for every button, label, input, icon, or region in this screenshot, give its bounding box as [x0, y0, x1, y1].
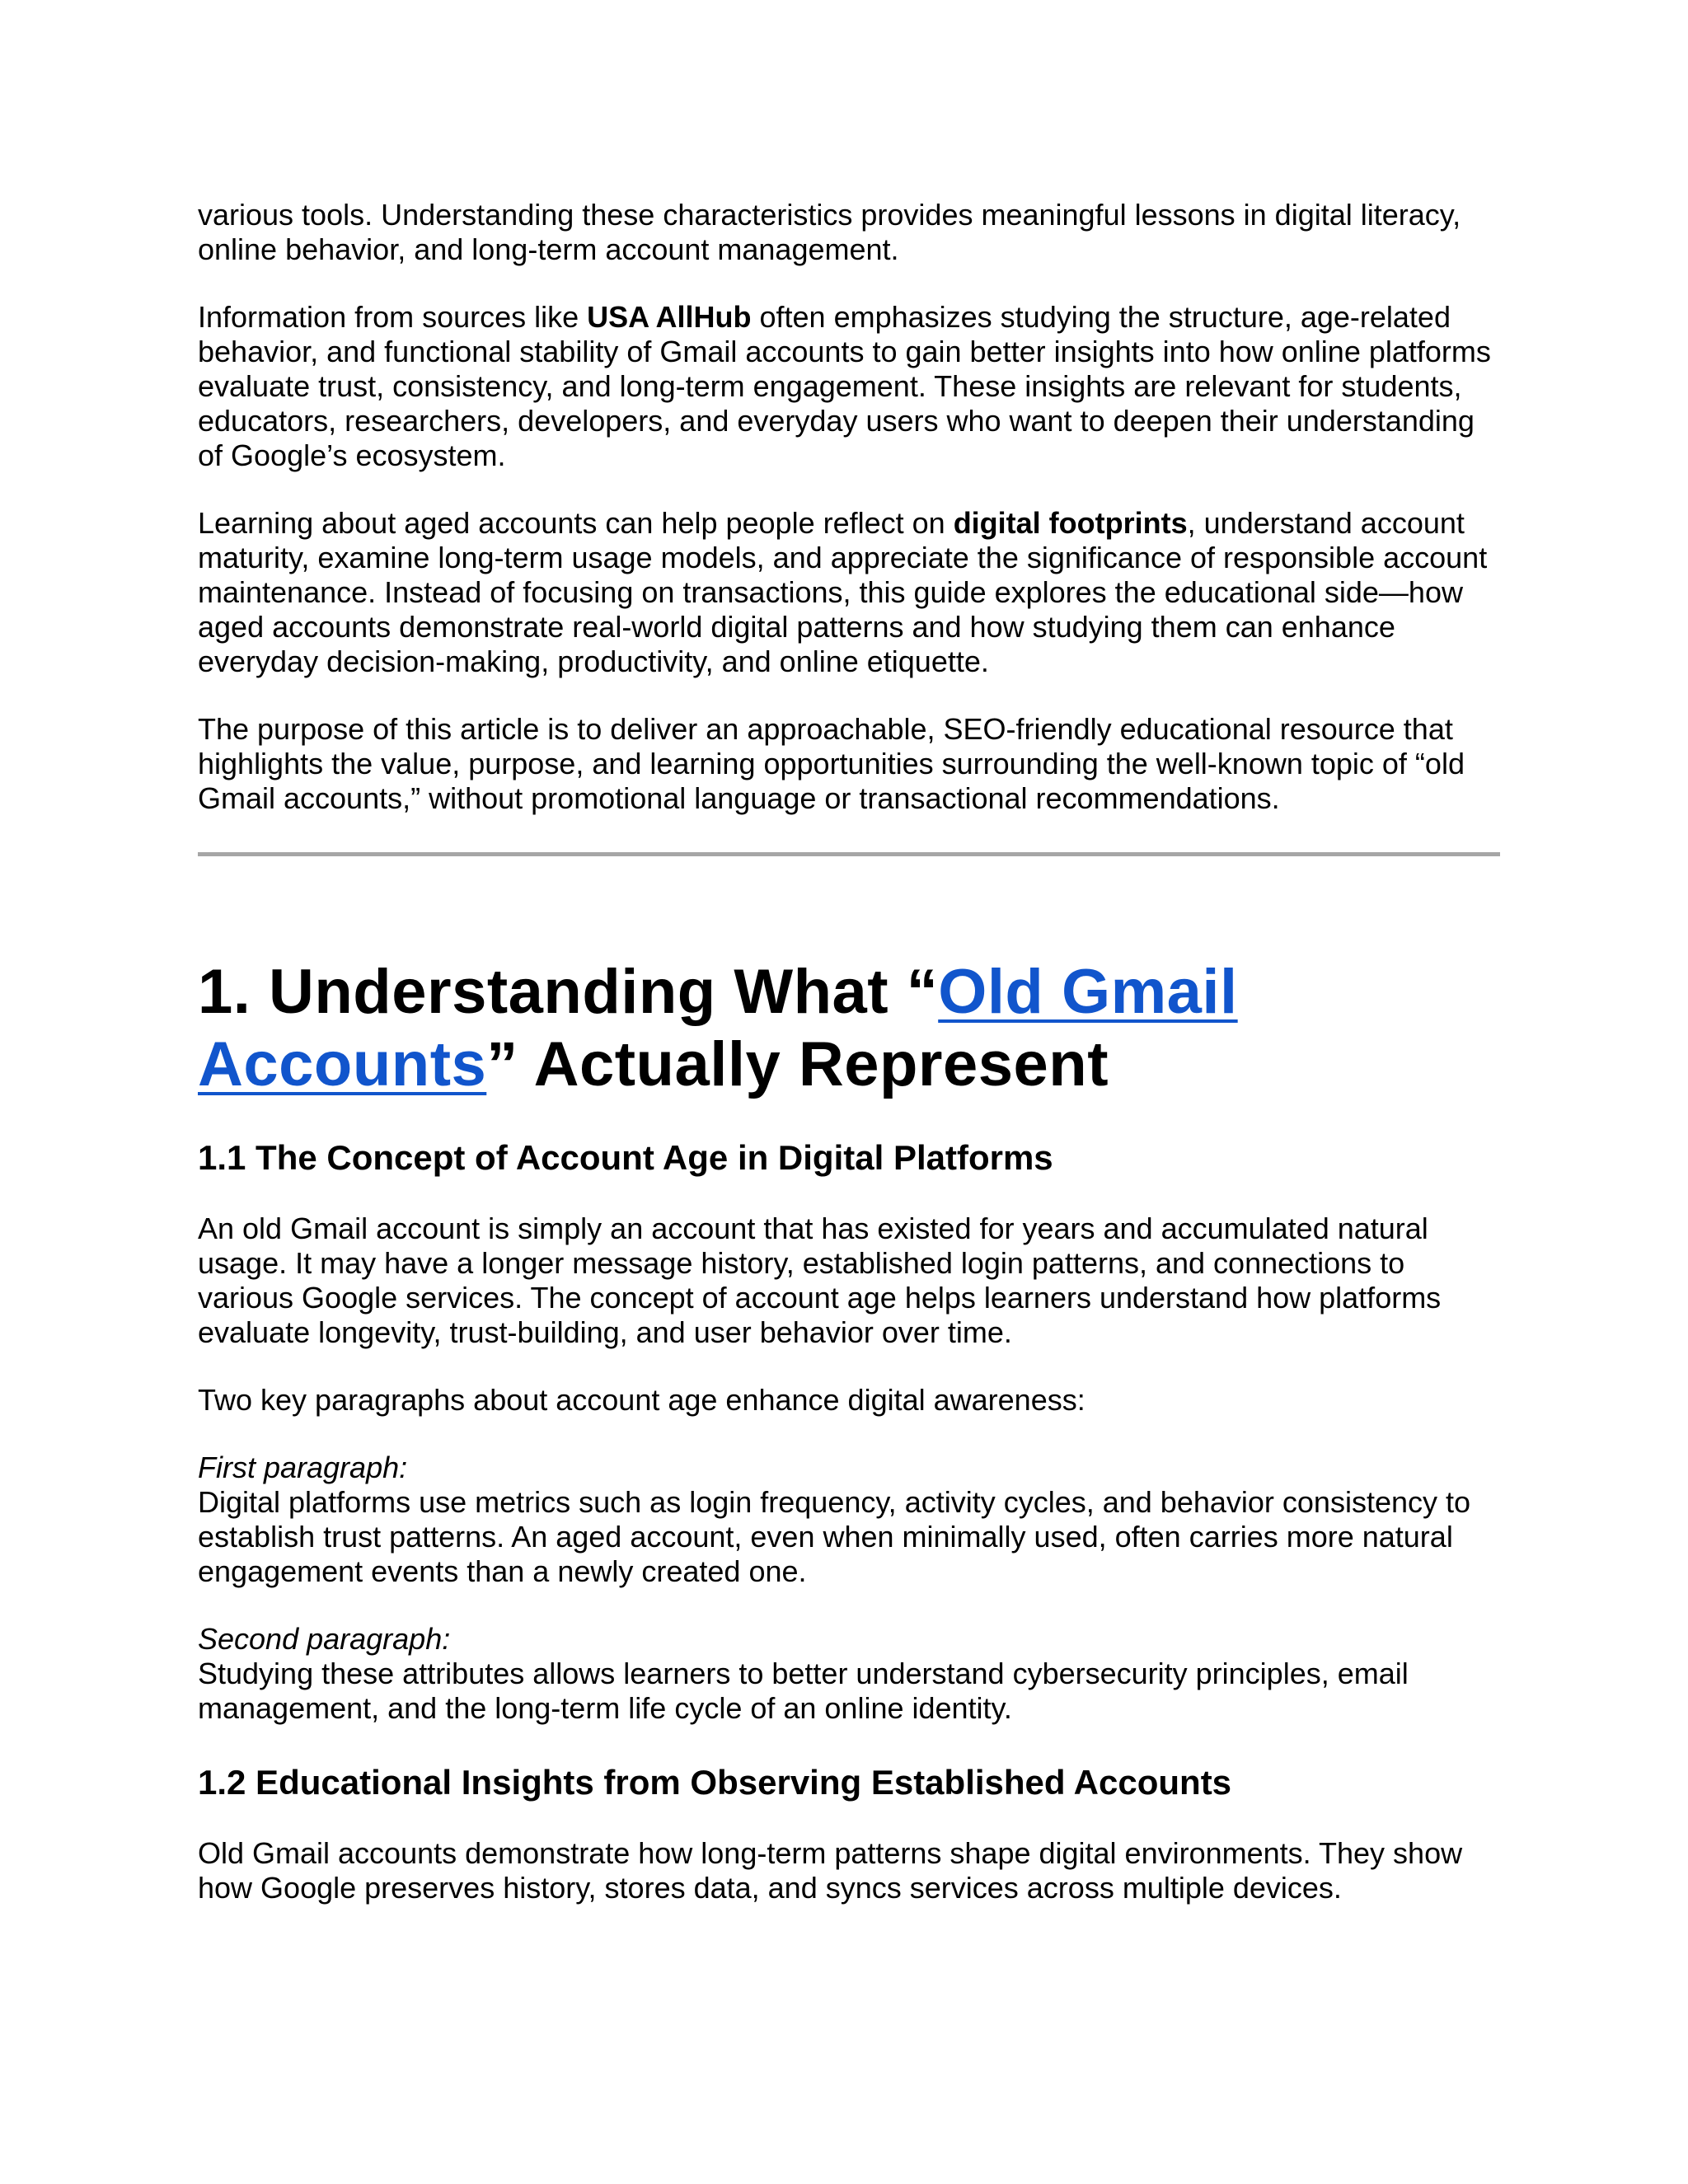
intro-paragraph-4: The purpose of this article is to deliver an approachable, SEO-friendly educational resource that highlights the value, purpose, and learning opportunities surrounding the well-known topic of “old Gmail accounts,” without promotional language or transactional recommendations.	[198, 712, 1465, 815]
key-paragraphs-intro: Two key paragraphs about account age enhance digital awareness:	[198, 1383, 1085, 1417]
intro-paragraph-3	[198, 506, 1500, 679]
second-paragraph-text: Studying these attributes allows learners to better understand cybersecurity principles, email management, and the long-term life cycle of an online identity.	[198, 1657, 1409, 1725]
source-name-bold: USA AllHub	[587, 300, 752, 334]
intro-paragraph-2	[198, 300, 1500, 473]
heading-link-part-1: Old Gmail	[938, 957, 1238, 1027]
intro-paragraph-2-post: often emphasizes studying the structure, age-related behavior, and functional stability of Gmail accounts to gain better insights into how online platforms evaluate trust, consistency, and long-term engagement. These insights are relevant for students, educators, researchers, developers, and everyday users who want to deepen their understanding of Google’s ecosystem.	[198, 300, 1491, 472]
digital-footprints-bold: digital footprints	[953, 506, 1188, 540]
intro-paragraph-2-pre: Information from sources like	[198, 300, 588, 334]
first-paragraph-label: First paragraph:	[198, 1451, 408, 1484]
section-heading-post: ” Actually Represent	[486, 1029, 1109, 1099]
heading-link-part-2: Accounts	[198, 1029, 487, 1099]
subsection-1-2-title: 1.2 Educational Insights from Observing Established Accounts	[198, 1763, 1232, 1802]
first-paragraph-block	[198, 1451, 1500, 1589]
second-paragraph-label: Second paragraph:	[198, 1622, 451, 1656]
intro-paragraph-3-pre: Learning about aged accounts can help people reflect on	[198, 506, 954, 540]
document-page	[198, 198, 1500, 1905]
section-heading	[198, 956, 1500, 1101]
intro-paragraph-3-post: , understand account maturity, examine long-term usage models, and appreciate the significance of responsible account maintenance. Instead of focusing on transactions, this guide explores the educational side—how aged accounts demonstrate real-world digital patterns and how studying them can enhance everyday decision-making, productivity, and online etiquette.	[198, 506, 1488, 678]
horizontal-divider	[198, 852, 1500, 856]
section-heading-pre: 1. Understanding What “	[198, 957, 939, 1027]
subsection-1-1-title: 1.1 The Concept of Account Age in Digital Platforms	[198, 1138, 1053, 1177]
first-paragraph-text: Digital platforms use metrics such as login frequency, activity cycles, and behavior consistency to establish trust patterns. An aged account, even when minimally used, often carries more natural engagement events than a newly created one.	[198, 1485, 1471, 1588]
section-body	[198, 1137, 1500, 1905]
intro-paragraph-1: various tools. Understanding these characteristics provides meaningful lessons in digital literacy, online behavior, and long-term account management.	[198, 198, 1461, 266]
second-paragraph-block	[198, 1622, 1500, 1726]
subsection-1-2-paragraph: Old Gmail accounts demonstrate how long-term patterns shape digital environments. They show how Google preserves history, stores data, and syncs services across multiple devices.	[198, 1836, 1463, 1905]
subsection-1-1-paragraph: An old Gmail account is simply an account that has existed for years and accumulated natural usage. It may have a longer message history, established login patterns, and connections to various Google services. The concept of account age helps learners understand how platforms evaluate longevity, trust-building, and user behavior over time.	[198, 1212, 1442, 1349]
